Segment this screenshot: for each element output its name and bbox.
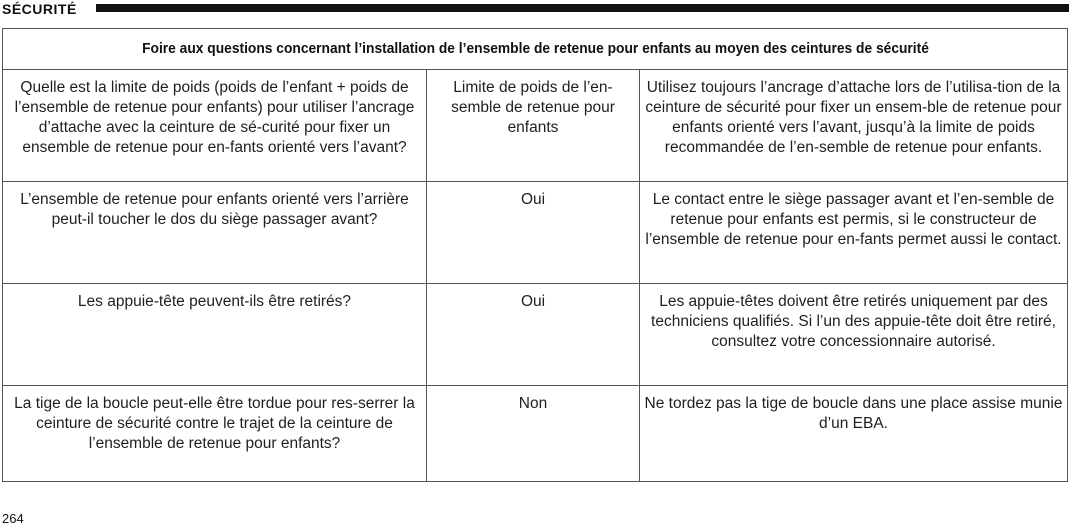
table-heading-row bbox=[3, 29, 1068, 70]
answer-cell: Utilisez toujours l’ancrage d’attache lors de l’utilisa-tion de la ceinture de sécurité pour fixer un ensem-ble de retenue pour enfants orienté vers l’avant, jusqu’à la limite de poids recommandée de l’en-semble de retenue pour enfants. bbox=[640, 70, 1068, 182]
limit-cell: Non bbox=[427, 386, 640, 482]
section-header bbox=[0, 0, 1069, 20]
limit-cell: Limite de poids de l’en-semble de retenue pour enfants bbox=[427, 70, 640, 182]
question-cell: La tige de la boucle peut-elle être tordue pour res-serrer la ceinture de sécurité contre le trajet de la ceinture de l’ensemble de retenue pour enfants? bbox=[3, 386, 427, 482]
table-row bbox=[3, 386, 1068, 482]
section-title: SÉCURITÉ bbox=[2, 1, 77, 17]
table-row bbox=[3, 182, 1068, 284]
question-cell: Les appuie-tête peuvent-ils être retirés? bbox=[3, 284, 427, 386]
faq-table bbox=[2, 28, 1068, 482]
answer-cell: Le contact entre le siège passager avant et l’en-semble de retenue pour enfants est permis, si le constructeur de l’ensemble de retenue pour en-fants permet aussi le contact. bbox=[640, 182, 1068, 284]
limit-cell: Oui bbox=[427, 284, 640, 386]
answer-cell: Les appuie-têtes doivent être retirés uniquement par des techniciens qualifiés. Si l’un des appuie-tête doit être retiré, consultez votre concessionnaire autorisé. bbox=[640, 284, 1068, 386]
page-number: 264 bbox=[2, 511, 24, 526]
question-cell: Quelle est la limite de poids (poids de l’enfant + poids de l’ensemble de retenue pour enfants) pour utiliser l’ancrage d’attache avec la ceinture de sé-curité pour fixer un ensemble de retenue pour en-fants orienté vers l’avant? bbox=[3, 70, 427, 182]
table-row bbox=[3, 70, 1068, 182]
table-heading: Foire aux questions concernant l’installation de l’ensemble de retenue pour enfants au moyen des ceintures de sécurité bbox=[45, 29, 1025, 70]
table-row bbox=[3, 284, 1068, 386]
question-cell: L’ensemble de retenue pour enfants orienté vers l’arrière peut-il toucher le dos du siège passager avant? bbox=[3, 182, 427, 284]
answer-cell: Ne tordez pas la tige de boucle dans une place assise munie d’un EBA. bbox=[640, 386, 1068, 482]
section-rule bbox=[96, 4, 1069, 12]
limit-cell: Oui bbox=[427, 182, 640, 284]
